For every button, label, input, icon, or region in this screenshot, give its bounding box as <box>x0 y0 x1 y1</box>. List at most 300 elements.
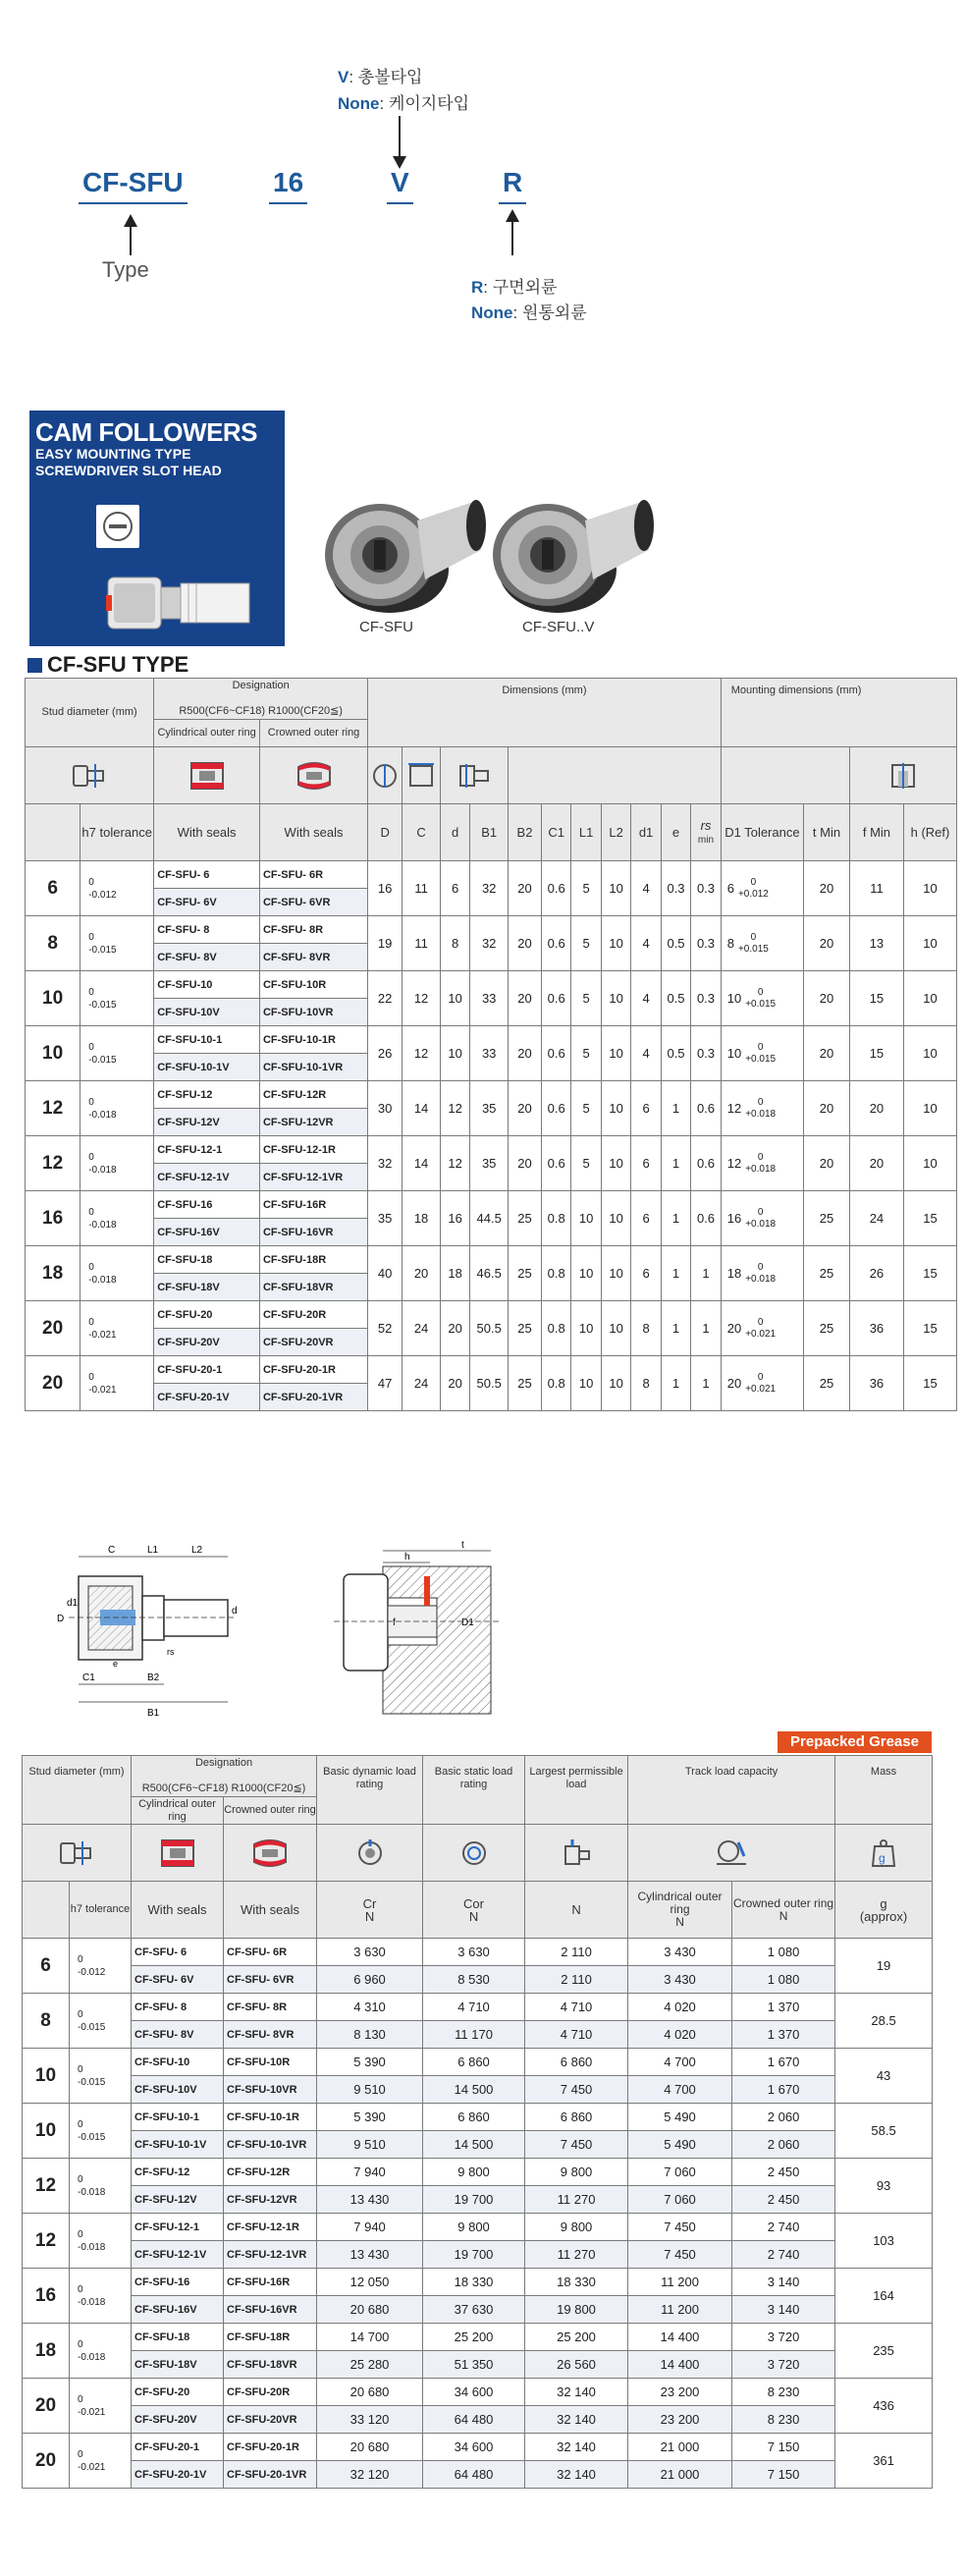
screwdriver-slot-icon <box>96 505 139 548</box>
designation-crowned-v: CF-SFU- 6VR <box>224 1966 317 1994</box>
designation-cylindrical-v: CF-SFU- 6V <box>154 889 260 916</box>
designation-cylindrical: CF-SFU-12-1 <box>132 2214 224 2241</box>
track-load-cylindrical: 7 060 <box>628 2159 732 2186</box>
code-token-series: CF-SFU <box>82 167 184 198</box>
stud-diameter: 10 <box>23 2104 70 2159</box>
table-row <box>23 2186 933 2214</box>
none-note-bottom: None: 원통외륜 <box>471 303 587 322</box>
dynamic-load-v: 9 510 <box>317 2131 423 2159</box>
table-row <box>26 1136 957 1164</box>
header-stud: Stud diameter (mm) <box>23 1756 132 1825</box>
track-load-cylindrical: 23 200 <box>628 2379 732 2406</box>
mounting-icon <box>849 747 956 804</box>
dim-c: 12 <box>402 1026 441 1081</box>
track-load-cylindrical: 7 450 <box>628 2214 732 2241</box>
header-stud: Stud diameter (mm) <box>26 679 154 747</box>
h7-tolerance: 0 -0.018 <box>80 1246 154 1301</box>
table-row <box>23 2296 933 2324</box>
permissible-load: 2 110 <box>525 1939 628 1966</box>
dim-d1: 6 <box>631 1136 661 1191</box>
header-track-load: Track load capacity <box>628 1756 835 1825</box>
header-mass-g: g (approx) <box>835 1882 933 1939</box>
designation-cylindrical-v: CF-SFU-18V <box>154 1274 260 1301</box>
designation-crowned: CF-SFU-20R <box>259 1301 367 1329</box>
header-with-seals-crowned: With seals <box>259 804 367 861</box>
mass-icon <box>835 1825 933 1882</box>
dim-d1: 6 <box>631 1081 661 1136</box>
h7-tolerance: 0 -0.021 <box>70 2434 132 2489</box>
header-B2: B2 <box>509 804 542 861</box>
mass: 19 <box>835 1939 933 1994</box>
designation-cylindrical: CF-SFU-18 <box>154 1246 260 1274</box>
table-row <box>23 2351 933 2379</box>
designation-crowned: CF-SFU- 8R <box>259 916 367 944</box>
table-row <box>26 1026 957 1054</box>
table-row <box>23 2461 933 2489</box>
stud-diameter: 16 <box>23 2269 70 2324</box>
designation-cylindrical-v: CF-SFU-16V <box>132 2296 224 2324</box>
track-load-cylindrical-v: 21 000 <box>628 2461 732 2489</box>
stud-diameter: 20 <box>23 2434 70 2489</box>
r-note: R: 구면외륜 <box>471 278 558 297</box>
section-title: CF-SFU TYPE <box>27 652 188 678</box>
dim-b2: 25 <box>509 1191 542 1246</box>
dim-l2: 10 <box>601 916 630 971</box>
mass: 58.5 <box>835 2104 933 2159</box>
table-row <box>23 2076 933 2104</box>
dim-d: 47 <box>368 1356 402 1411</box>
dim-rs: 0.6 <box>691 1191 722 1246</box>
dim-b2: 20 <box>509 971 542 1026</box>
dim-d1: 4 <box>631 1026 661 1081</box>
mount-t: 20 <box>804 861 850 916</box>
permissible-load: 6 860 <box>525 2049 628 2076</box>
dim-e: 1 <box>661 1246 690 1301</box>
dim-c1: 0.6 <box>541 971 570 1026</box>
designation-cylindrical: CF-SFU-12-1 <box>154 1136 260 1164</box>
designation-crowned: CF-SFU-20R <box>224 2379 317 2406</box>
table-row <box>23 2131 933 2159</box>
dim-l1: 5 <box>571 971 601 1026</box>
code-token-r: R <box>503 167 522 198</box>
mass: 436 <box>835 2379 933 2434</box>
permissible-load-icon <box>525 1825 628 1882</box>
dim-l2: 10 <box>601 971 630 1026</box>
dynamic-load-v: 25 280 <box>317 2351 423 2379</box>
permissible-load: 25 200 <box>525 2324 628 2351</box>
header-permissible-load: Largest permissible load <box>525 1756 628 1825</box>
designation-cylindrical: CF-SFU-20 <box>132 2379 224 2406</box>
mount-h: 15 <box>903 1191 956 1246</box>
dim-b1: 33 <box>470 1026 509 1081</box>
permissible-load-v: 11 270 <box>525 2241 628 2269</box>
static-load-v: 37 630 <box>423 2296 525 2324</box>
designation-cylindrical-v: CF-SFU- 8V <box>132 2021 224 2049</box>
designation-crowned-v: CF-SFU-16VR <box>224 2296 317 2324</box>
permissible-load-v: 7 450 <box>525 2076 628 2104</box>
designation-crowned: CF-SFU- 6R <box>224 1939 317 1966</box>
dynamic-load-v: 8 130 <box>317 2021 423 2049</box>
mount-f: 20 <box>849 1136 903 1191</box>
table-row <box>23 2241 933 2269</box>
dim-d1-tolerance: 20 0 +0.021 <box>721 1356 803 1411</box>
dynamic-load-icon <box>317 1825 423 1882</box>
dim-d1-tolerance: 12 0 +0.018 <box>721 1081 803 1136</box>
header-t-min: t Min <box>804 804 850 861</box>
h7-tolerance: 0 -0.021 <box>80 1356 154 1411</box>
dim-l1: 5 <box>571 1136 601 1191</box>
track-load-cylindrical: 5 490 <box>628 2104 732 2131</box>
stud-icon <box>23 1825 132 1882</box>
crowned-ring-icon <box>224 1825 317 1882</box>
static-load-v: 64 480 <box>423 2461 525 2489</box>
track-load-crowned-v: 2 060 <box>732 2131 835 2159</box>
designation-crowned: CF-SFU-12-1R <box>224 2214 317 2241</box>
dim-c: 24 <box>402 1301 441 1356</box>
designation-crowned: CF-SFU-12-1R <box>259 1136 367 1164</box>
designation-cylindrical: CF-SFU-10 <box>132 2049 224 2076</box>
permissible-load-v: 7 450 <box>525 2131 628 2159</box>
dim-l1: 5 <box>571 1026 601 1081</box>
label-d1: d1 <box>67 1598 79 1609</box>
permissible-load: 32 140 <box>525 2434 628 2461</box>
dim-rs: 0.3 <box>691 861 722 916</box>
track-load-crowned: 1 080 <box>732 1939 835 1966</box>
dim-c: 11 <box>402 861 441 916</box>
dim-l2: 10 <box>601 1301 630 1356</box>
label-D1: D1 <box>461 1617 474 1628</box>
label-B2: B2 <box>147 1672 160 1683</box>
dim-rs: 1 <box>691 1246 722 1301</box>
header-designation: Designation R500(CF6~CF18) R1000(CF20≦) <box>132 1756 317 1797</box>
header-static-load: Basic static load rating <box>423 1756 525 1825</box>
label-D: D <box>57 1614 65 1624</box>
track-load-crowned-v: 7 150 <box>732 2461 835 2489</box>
label-L2: L2 <box>191 1545 203 1556</box>
dim-c: 11 <box>402 916 441 971</box>
mount-t: 25 <box>804 1301 850 1356</box>
arrow-up-icon <box>511 211 513 255</box>
table-row <box>26 971 957 999</box>
designation-cylindrical: CF-SFU- 6 <box>132 1939 224 1966</box>
stud-diameter: 18 <box>26 1246 80 1301</box>
prepacked-grease-badge: Prepacked Grease <box>778 1731 932 1753</box>
label-h: h <box>404 1552 410 1562</box>
track-load-cylindrical: 14 400 <box>628 2324 732 2351</box>
designation-crowned-v: CF-SFU-12-1VR <box>224 2241 317 2269</box>
mass: 361 <box>835 2434 933 2489</box>
none-note-top: None: 케이지타입 <box>338 94 470 113</box>
dim-d1-tolerance: 20 0 +0.021 <box>721 1301 803 1356</box>
static-load: 18 330 <box>423 2269 525 2296</box>
dim-b2: 20 <box>509 861 542 916</box>
static-load-v: 14 500 <box>423 2131 525 2159</box>
dim-b2: 20 <box>509 1081 542 1136</box>
dynamic-load: 12 050 <box>317 2269 423 2296</box>
designation-crowned-v: CF-SFU-10VR <box>224 2076 317 2104</box>
designation-crowned-v: CF-SFU-10-1VR <box>224 2131 317 2159</box>
c-dimension-icon <box>402 747 441 804</box>
dynamic-load: 4 310 <box>317 1994 423 2021</box>
designation-cylindrical: CF-SFU-16 <box>132 2269 224 2296</box>
static-load-icon <box>423 1825 525 1882</box>
banner-subtitle-1: EASY MOUNTING TYPE <box>35 446 191 462</box>
dim-d: 35 <box>368 1191 402 1246</box>
dim-rs: 0.6 <box>691 1136 722 1191</box>
header-cr: Cr N <box>317 1882 423 1939</box>
dim-e: 0.3 <box>661 861 690 916</box>
designation-crowned-v: CF-SFU-10-1VR <box>259 1054 367 1081</box>
dim-c1: 0.6 <box>541 1081 570 1136</box>
mount-t: 20 <box>804 1136 850 1191</box>
designation-crowned-v: CF-SFU-20VR <box>224 2406 317 2434</box>
dynamic-load-v: 9 510 <box>317 2076 423 2104</box>
h7-tolerance: 0 -0.018 <box>70 2324 132 2379</box>
designation-cylindrical: CF-SFU-20-1 <box>154 1356 260 1384</box>
mount-f: 24 <box>849 1191 903 1246</box>
dim-b1: 35 <box>470 1136 509 1191</box>
header-L1: L1 <box>571 804 601 861</box>
dim-l2: 10 <box>601 1356 630 1411</box>
mass: 28.5 <box>835 1994 933 2049</box>
h7-tolerance: 0 -0.012 <box>70 1939 132 1994</box>
dim-d: 10 <box>440 1026 469 1081</box>
stud-diameter: 18 <box>23 2324 70 2379</box>
dynamic-load-v: 33 120 <box>317 2406 423 2434</box>
static-load: 6 860 <box>423 2104 525 2131</box>
track-load-crowned: 3 720 <box>732 2324 835 2351</box>
designation-crowned-v: CF-SFU-18VR <box>224 2351 317 2379</box>
designation-crowned: CF-SFU-20-1R <box>224 2434 317 2461</box>
permissible-load: 6 860 <box>525 2104 628 2131</box>
cam-follower-section-drawing <box>49 1537 245 1719</box>
dim-e: 1 <box>661 1191 690 1246</box>
dim-d: 10 <box>440 971 469 1026</box>
product-banner <box>29 411 285 646</box>
track-load-crowned: 7 150 <box>732 2434 835 2461</box>
table-row <box>26 916 957 944</box>
dim-c: 14 <box>402 1081 441 1136</box>
designation-cylindrical: CF-SFU-20 <box>154 1301 260 1329</box>
h7-tolerance: 0 -0.018 <box>70 2269 132 2324</box>
designation-crowned: CF-SFU-10-1R <box>224 2104 317 2131</box>
dim-d: 52 <box>368 1301 402 1356</box>
dim-l1: 10 <box>571 1356 601 1411</box>
h7-tolerance: 0 -0.018 <box>70 2214 132 2269</box>
header-dimensions: Dimensions (mm) <box>368 679 722 747</box>
mount-f: 15 <box>849 971 903 1026</box>
track-load-crowned-v: 3 720 <box>732 2351 835 2379</box>
mount-t: 20 <box>804 971 850 1026</box>
dim-l1: 5 <box>571 1081 601 1136</box>
mount-t: 25 <box>804 1191 850 1246</box>
designation-crowned: CF-SFU-16R <box>259 1191 367 1219</box>
h7-tolerance: 0 -0.015 <box>80 971 154 1026</box>
dim-rs: 1 <box>691 1301 722 1356</box>
label-L1: L1 <box>147 1545 159 1556</box>
header-f-min: f Min <box>849 804 903 861</box>
track-load-cylindrical: 3 430 <box>628 1939 732 1966</box>
dim-l2: 10 <box>601 1246 630 1301</box>
h7-tolerance: 0 -0.018 <box>70 2159 132 2214</box>
stud-diameter: 12 <box>26 1081 80 1136</box>
header-cor: Cor N <box>423 1882 525 1939</box>
dim-c: 14 <box>402 1136 441 1191</box>
dynamic-load-v: 20 680 <box>317 2296 423 2324</box>
dim-d1: 6 <box>631 1246 661 1301</box>
header-track-cyl: Cylindrical outer ring N <box>628 1882 732 1939</box>
stud-diameter: 10 <box>26 971 80 1026</box>
header-h7-tolerance: h7 tolerance <box>80 804 154 861</box>
dim-d1: 4 <box>631 971 661 1026</box>
track-load-crowned: 3 140 <box>732 2269 835 2296</box>
header-h-ref: h (Ref) <box>903 804 956 861</box>
track-load-cylindrical-v: 7 060 <box>628 2186 732 2214</box>
d-dimension-icon <box>368 747 402 804</box>
designation-cylindrical: CF-SFU- 8 <box>132 1994 224 2021</box>
designation-crowned: CF-SFU-10-1R <box>259 1026 367 1054</box>
track-load-cylindrical-v: 14 400 <box>628 2351 732 2379</box>
header-track-crowned: Crowned outer ring N <box>732 1882 835 1939</box>
designation-crowned: CF-SFU-10R <box>259 971 367 999</box>
label-C1: C1 <box>82 1672 95 1683</box>
designation-cylindrical-v: CF-SFU-10-1V <box>154 1054 260 1081</box>
label-C: C <box>108 1545 116 1556</box>
header-D1-tolerance: D1 Tolerance <box>721 804 803 861</box>
h7-tolerance: 0 -0.018 <box>80 1081 154 1136</box>
dim-c1: 0.6 <box>541 916 570 971</box>
designation-crowned: CF-SFU-16R <box>224 2269 317 2296</box>
designation-crowned-v: CF-SFU-16VR <box>259 1219 367 1246</box>
designation-cylindrical-v: CF-SFU-10V <box>132 2076 224 2104</box>
mass: 103 <box>835 2214 933 2269</box>
header-B1: B1 <box>470 804 509 861</box>
dim-b1: 35 <box>470 1081 509 1136</box>
static-load-v: 8 530 <box>423 1966 525 1994</box>
h7-tolerance: 0 -0.012 <box>80 861 154 916</box>
dynamic-load-v: 6 960 <box>317 1966 423 1994</box>
permissible-load: 32 140 <box>525 2379 628 2406</box>
track-load-cylindrical: 4 700 <box>628 2049 732 2076</box>
svg-text:g: g <box>879 1850 886 1865</box>
arrow-down-icon <box>399 116 401 167</box>
track-load-icon <box>628 1825 835 1882</box>
cam-follower-icon <box>106 558 253 636</box>
dynamic-load: 7 940 <box>317 2214 423 2241</box>
mount-h: 10 <box>903 971 956 1026</box>
stud-diameter: 6 <box>23 1939 70 1994</box>
mount-t: 20 <box>804 916 850 971</box>
track-load-crowned-v: 1 670 <box>732 2076 835 2104</box>
dim-rs: 0.3 <box>691 1026 722 1081</box>
stud-diameter: 8 <box>26 916 80 971</box>
crowned-ring-icon <box>259 747 367 804</box>
header-with-seals-crowned: With seals <box>224 1882 317 1939</box>
stud-diameter: 10 <box>26 1026 80 1081</box>
code-token-v: V <box>391 167 409 198</box>
mount-h: 15 <box>903 1246 956 1301</box>
dim-b1: 33 <box>470 971 509 1026</box>
mount-f: 26 <box>849 1246 903 1301</box>
static-load: 4 710 <box>423 1994 525 2021</box>
designation-crowned-v: CF-SFU-10VR <box>259 999 367 1026</box>
mount-h: 10 <box>903 861 956 916</box>
permissible-load-v: 32 140 <box>525 2461 628 2489</box>
dim-d: 19 <box>368 916 402 971</box>
banner-subtitle-2: SCREWDRIVER SLOT HEAD <box>35 463 222 478</box>
dim-l2: 10 <box>601 1136 630 1191</box>
designation-crowned: CF-SFU-12R <box>259 1081 367 1109</box>
dynamic-load: 20 680 <box>317 2434 423 2461</box>
header-mounting: Mounting dimensions (mm) <box>721 679 956 747</box>
mount-f: 13 <box>849 916 903 971</box>
dynamic-load: 7 940 <box>317 2159 423 2186</box>
dim-l1: 5 <box>571 916 601 971</box>
track-load-crowned-v: 2 450 <box>732 2186 835 2214</box>
dim-l2: 10 <box>601 861 630 916</box>
dim-d: 18 <box>440 1246 469 1301</box>
designation-crowned-v: CF-SFU-20VR <box>259 1329 367 1356</box>
table-row <box>23 2379 933 2406</box>
static-load-v: 11 170 <box>423 2021 525 2049</box>
dim-e: 0.5 <box>661 916 690 971</box>
mount-t: 20 <box>804 1081 850 1136</box>
dim-d: 30 <box>368 1081 402 1136</box>
stud-diameter: 10 <box>23 2049 70 2104</box>
table-row <box>23 2214 933 2241</box>
table-row <box>26 1301 957 1329</box>
designation-crowned: CF-SFU-18R <box>224 2324 317 2351</box>
stud-diameter: 12 <box>23 2214 70 2269</box>
static-load-v: 19 700 <box>423 2241 525 2269</box>
cylindrical-ring-icon <box>132 1825 224 1882</box>
track-load-crowned-v: 1 080 <box>732 1966 835 1994</box>
dim-b2: 25 <box>509 1301 542 1356</box>
dim-l1: 10 <box>571 1191 601 1246</box>
permissible-load-v: 11 270 <box>525 2186 628 2214</box>
dim-d: 20 <box>440 1356 469 1411</box>
header-cylindrical: Cylindrical outer ring <box>132 1797 224 1825</box>
dim-b1: 46.5 <box>470 1246 509 1301</box>
dim-d1-tolerance: 12 0 +0.018 <box>721 1136 803 1191</box>
designation-cylindrical-v: CF-SFU-12-1V <box>154 1164 260 1191</box>
designation-cylindrical-v: CF-SFU-12V <box>132 2186 224 2214</box>
designation-crowned-v: CF-SFU- 8VR <box>259 944 367 971</box>
dynamic-load: 5 390 <box>317 2104 423 2131</box>
track-load-cylindrical-v: 4 020 <box>628 2021 732 2049</box>
designation-crowned: CF-SFU- 6R <box>259 861 367 889</box>
designation-cylindrical: CF-SFU-10-1 <box>132 2104 224 2131</box>
stud-dimension-icon <box>440 747 508 804</box>
track-load-cylindrical-v: 11 200 <box>628 2296 732 2324</box>
dimensions-table <box>25 678 957 1411</box>
track-load-crowned: 2 450 <box>732 2159 835 2186</box>
dim-d1: 6 <box>631 1191 661 1246</box>
permissible-load-v: 4 710 <box>525 2021 628 2049</box>
table-row <box>23 1939 933 1966</box>
static-load: 6 860 <box>423 2049 525 2076</box>
dim-b1: 32 <box>470 916 509 971</box>
dim-b1: 50.5 <box>470 1356 509 1411</box>
designation-code-diagram <box>0 0 966 393</box>
mount-f: 36 <box>849 1356 903 1411</box>
mount-f: 15 <box>849 1026 903 1081</box>
h7-tolerance: 0 -0.021 <box>80 1301 154 1356</box>
mount-h: 15 <box>903 1301 956 1356</box>
header-dynamic-load: Basic dynamic load rating <box>317 1756 423 1825</box>
header-cylindrical: Cylindrical outer ring <box>154 720 260 747</box>
dynamic-load-v: 32 120 <box>317 2461 423 2489</box>
